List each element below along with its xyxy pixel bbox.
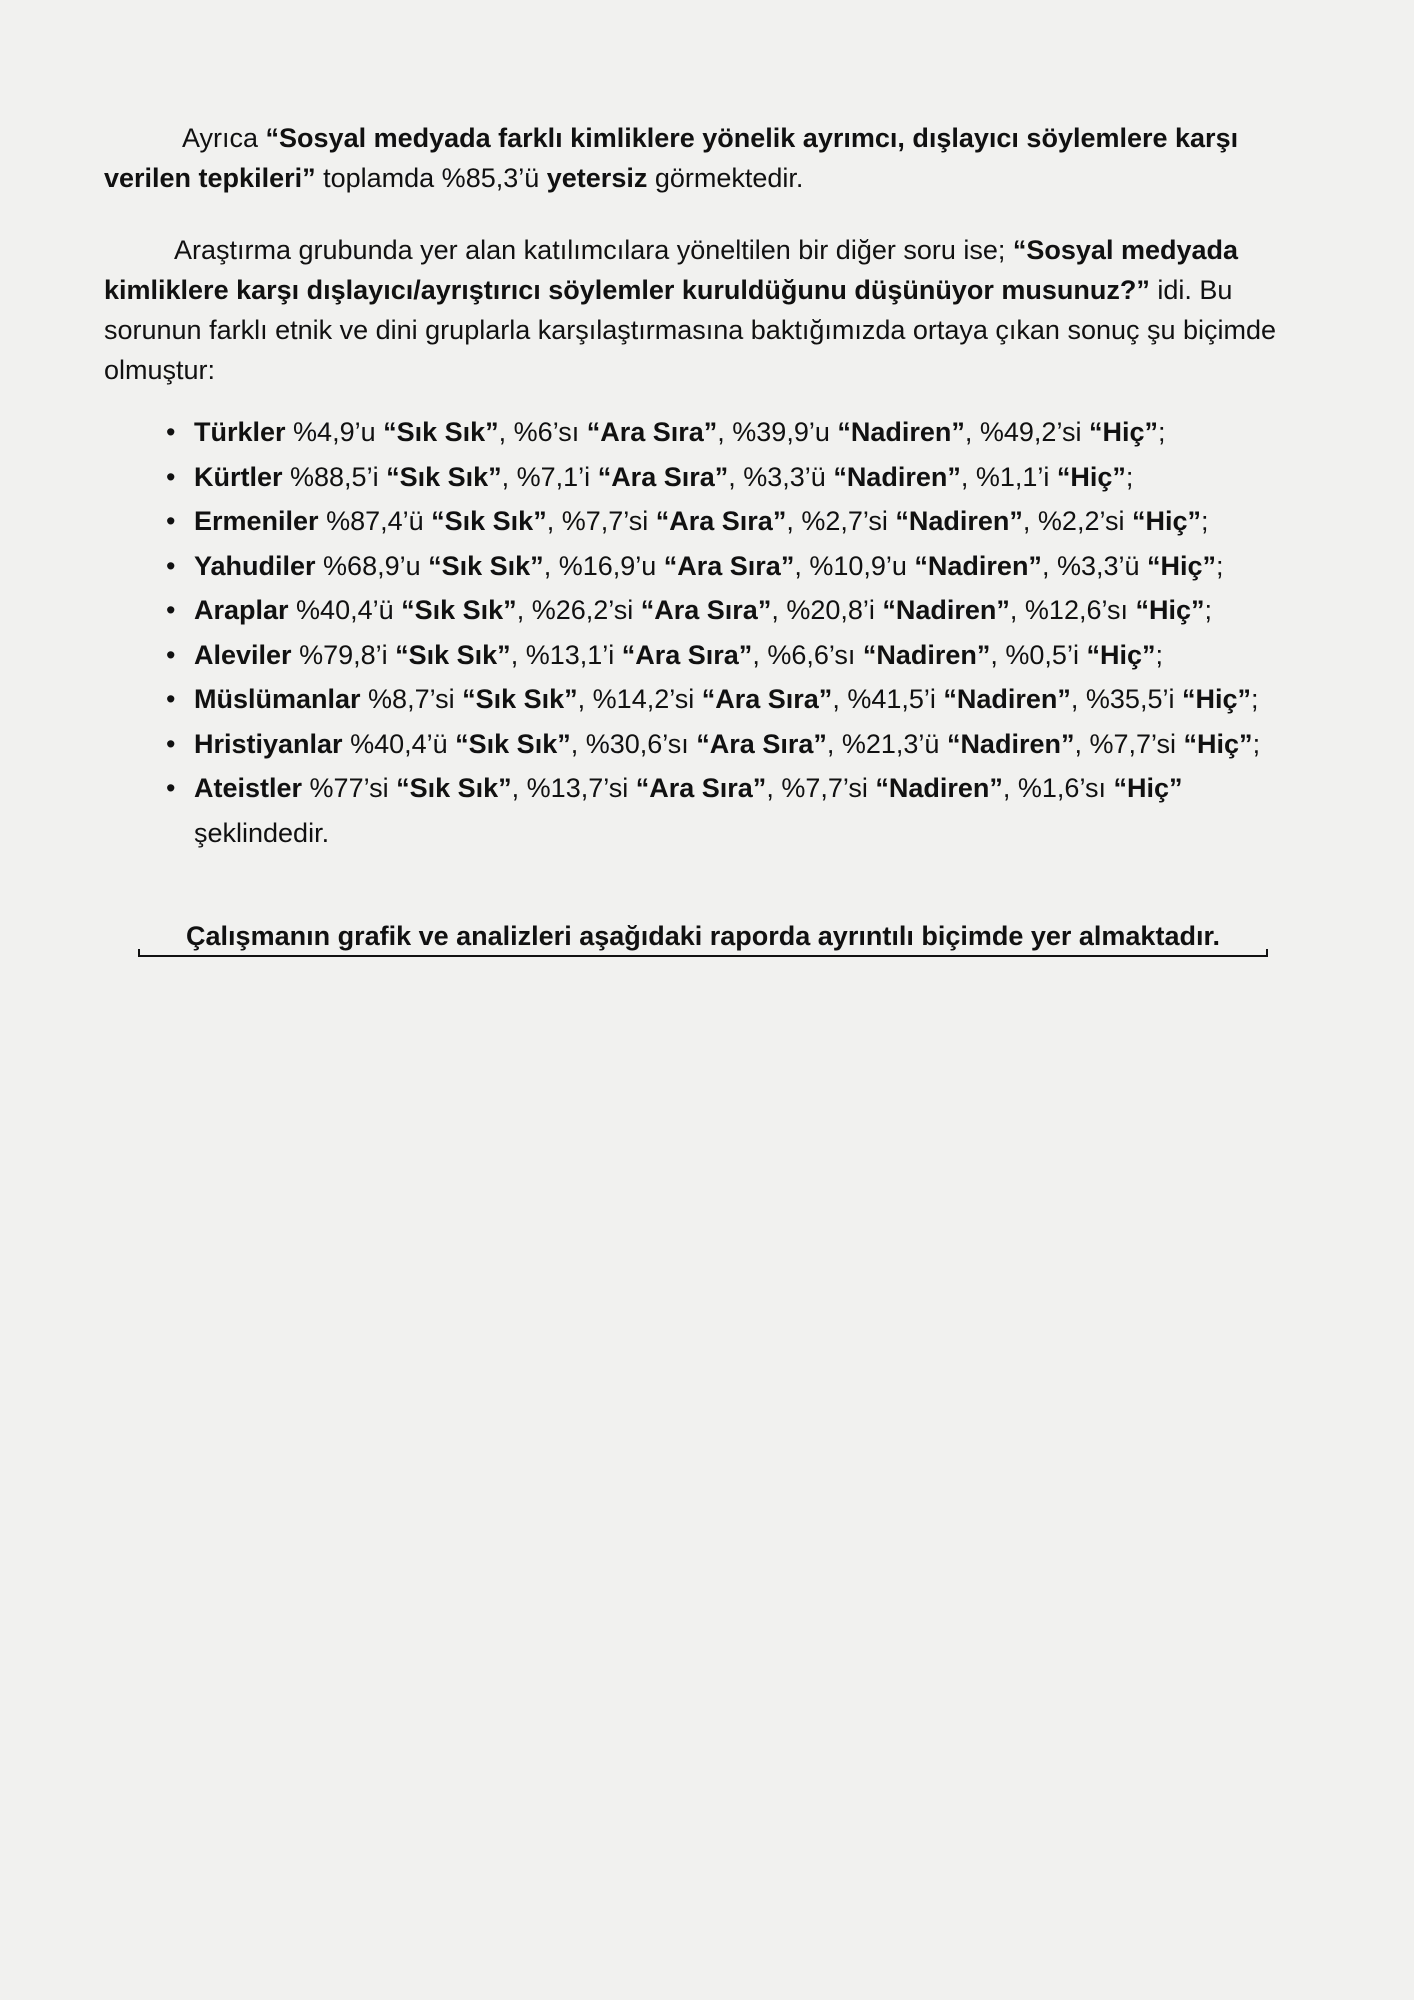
bullet-icon: •	[166, 639, 176, 670]
bullet-icon: •	[166, 684, 176, 714]
closing-note	[138, 915, 1268, 957]
underline-tick-right	[1266, 949, 1268, 957]
bullet-icon: •	[166, 417, 176, 447]
underline-tick-left	[138, 949, 140, 957]
bullet-icon: •	[166, 595, 176, 625]
bullet-icon: •	[166, 506, 176, 536]
list-item-muslumanlar: • Müslümanlar %8,7’si “Sık Sık”, %14,2’si “Ara Sıra”, %41,5’i “Nadiren”, %35,5’i “Hiç”;	[194, 677, 1324, 722]
list-suffix: şeklindedir.	[194, 817, 330, 848]
closing-note-text: Çalışmanın grafik ve analizleri aşağıdaki raporda ayrıntılı biçimde yer almaktadır.	[186, 921, 1220, 951]
paragraph-adequacy: Ayrıca “Sosyal medyada farklı kimliklere yönelik ayrımcı, dışlayıcı söylemlere karşı verilen tepkileri” toplamda %85,3’ü yetersiz görmektedir.	[104, 123, 1239, 193]
paragraph-question: Araştırma grubunda yer alan katılımcılara yöneltilen bir diğer soru ise; “Sosyal medyada kimliklere karşı dışlayıcı/ayrıştırıcı söylemler kuruldüğunu düşünüyor musunuz?” idi. Bu sorunun farklı etnik ve dini gruplarla karşılaştırmasına baktığımızda ortaya çıkan sonuç şu biçimde olmuştur:	[104, 235, 1277, 385]
bullet-icon: •	[166, 550, 176, 581]
closing-underline	[138, 955, 1268, 957]
bullet-icon: •	[166, 773, 176, 803]
list-item-araplar: • Araplar %40,4’ü “Sık Sık”, %26,2’si “Ara Sıra”, %20,8’i “Nadiren”, %12,6’sı “Hiç”;	[194, 588, 1324, 633]
document-body	[104, 118, 1324, 855]
bullet-icon: •	[166, 728, 176, 759]
list-item-kurtler: • Kürtler %88,5’i “Sık Sık”, %7,1’i “Ara Sıra”, %3,3’ü “Nadiren”, %1,1’i “Hiç”;	[194, 455, 1324, 500]
bullet-icon: •	[166, 461, 176, 492]
list-item-yahudiler: • Yahudiler %68,9’u “Sık Sık”, %16,9’u “Ara Sıra”, %10,9’u “Nadiren”, %3,3’ü “Hiç”;	[194, 544, 1324, 589]
list-item-ermeniler: • Ermeniler %87,4’ü “Sık Sık”, %7,7’si “Ara Sıra”, %2,7’si “Nadiren”, %2,2’si “Hiç”;	[194, 499, 1324, 544]
list-item-ateistler: • Ateistler %77’si “Sık Sık”, %13,7’si “Ara Sıra”, %7,7’si “Nadiren”, %1,6’sı “Hiç”	[194, 766, 1324, 811]
list-item-turkler: • Türkler %4,9’u “Sık Sık”, %6’sı “Ara Sıra”, %39,9’u “Nadiren”, %49,2’si “Hiç”;	[194, 410, 1324, 455]
group-results-list	[104, 410, 1324, 811]
list-item-aleviler: • Aleviler %79,8’i “Sık Sık”, %13,1’i “Ara Sıra”, %6,6’sı “Nadiren”, %0,5’i “Hiç”;	[194, 633, 1324, 678]
list-item-hristiyanlar: • Hristiyanlar %40,4’ü “Sık Sık”, %30,6’sı “Ara Sıra”, %21,3’ü “Nadiren”, %7,7’si “Hiç”;	[194, 722, 1324, 767]
